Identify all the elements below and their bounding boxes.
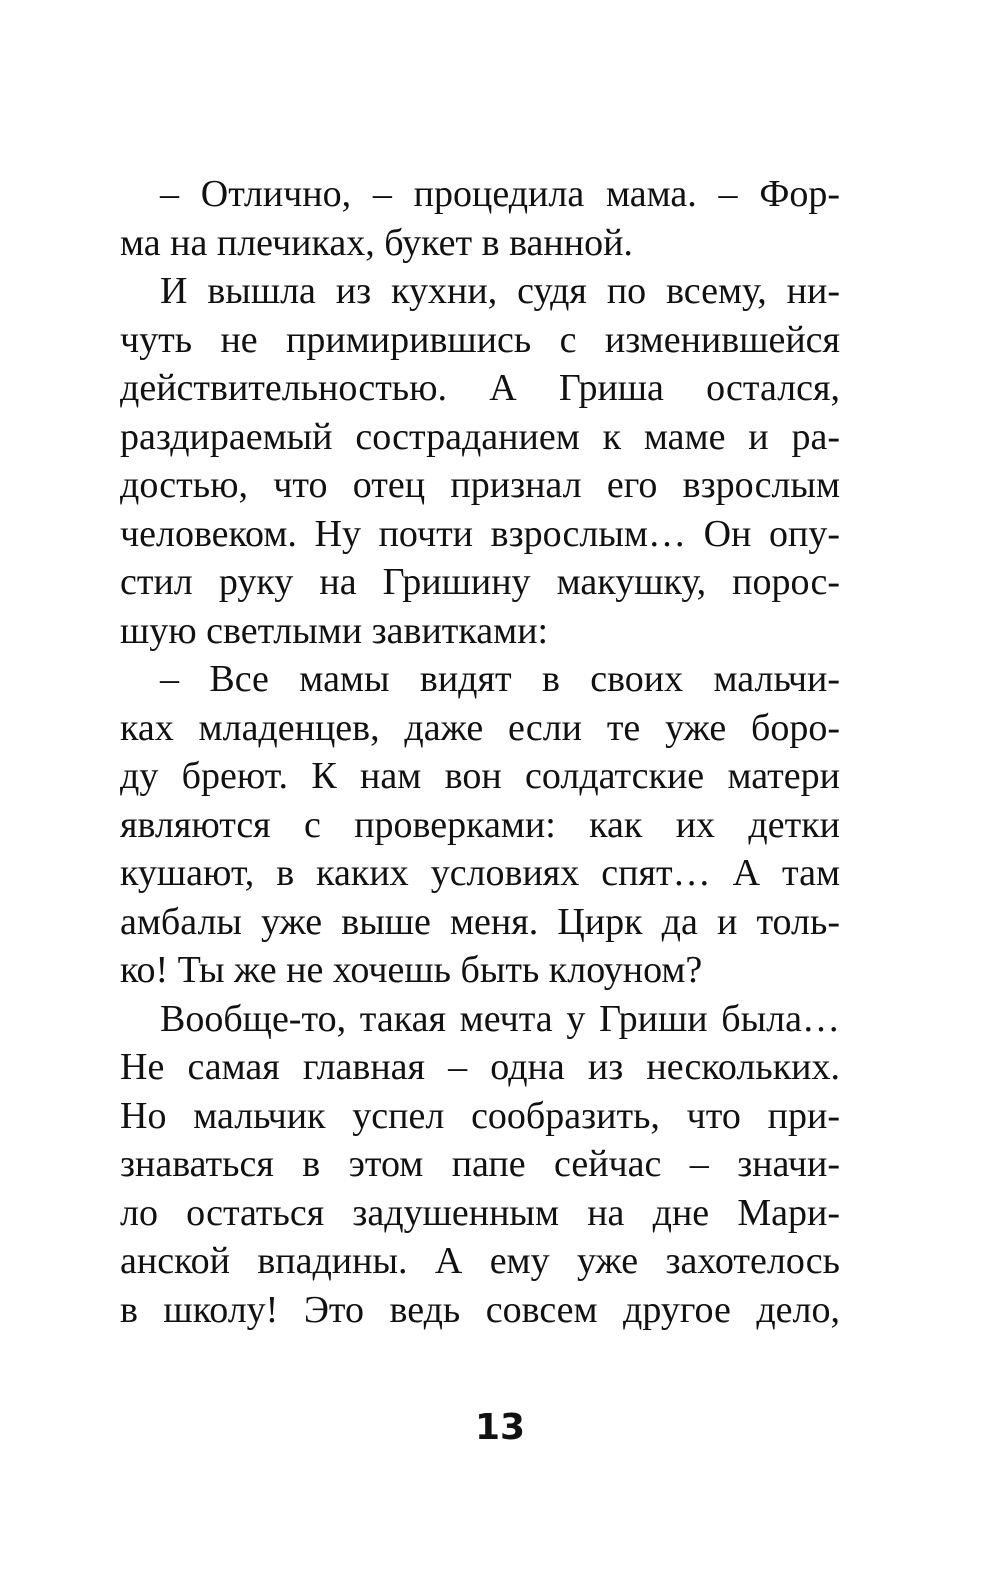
text-line: действительностью. А Гриша остался,	[120, 367, 840, 409]
text-line: И вышла из кухни, судя по всему, ни-	[160, 270, 840, 312]
text-line: Не самая главная – одна из нескольких.	[120, 1046, 840, 1088]
text-line: чуть не примирившись с изменившейся	[120, 318, 840, 361]
text-line: знаваться в этом папе сейчас – значи-	[120, 1143, 840, 1185]
text-line: человеком. Ну почти взрослым… Он опу-	[120, 512, 840, 555]
text-line: достью, что отец признал его взрослым	[120, 464, 840, 506]
text-line: шую светлыми завитками:	[120, 609, 549, 652]
text-line: Но мальчик успел сообразить, что при-	[120, 1094, 840, 1137]
text-line: ма на плечиках, букет в ванной.	[120, 221, 633, 264]
text-line: ло остаться задушенным на дне Мари-	[120, 1191, 840, 1234]
text-line: кушают, в каких условиях спят… А там	[120, 852, 840, 894]
text-line: являются с проверками: как их детки	[120, 803, 840, 846]
text-line: стил руку на Гришину макушку, порос-	[120, 561, 840, 603]
page-number: 13	[474, 1407, 526, 1448]
text-line: в школу! Это ведь совсем другое дело,	[120, 1288, 840, 1331]
text-line: ках младенцев, даже если те уже боро-	[120, 706, 840, 749]
text-line: ко! Ты же не хочешь быть клоуном?	[120, 949, 703, 991]
text-line: раздираемый состраданием к маме и ра-	[120, 415, 840, 458]
text-line: – Все мамы видят в своих мальчи-	[160, 658, 840, 700]
text-line: амбалы уже выше меня. Цирк да и толь-	[120, 900, 840, 943]
text-line: – Отлично, – процедила мама. – Фор-	[160, 173, 840, 215]
text-line: Вообще-то, такая мечта у Гриши была…	[160, 997, 840, 1040]
text-line: ду бреют. К нам вон солдатские матери	[120, 755, 840, 797]
page-text	[120, 170, 840, 1334]
text-line: анской впадины. А ему уже захотелось	[120, 1240, 840, 1282]
